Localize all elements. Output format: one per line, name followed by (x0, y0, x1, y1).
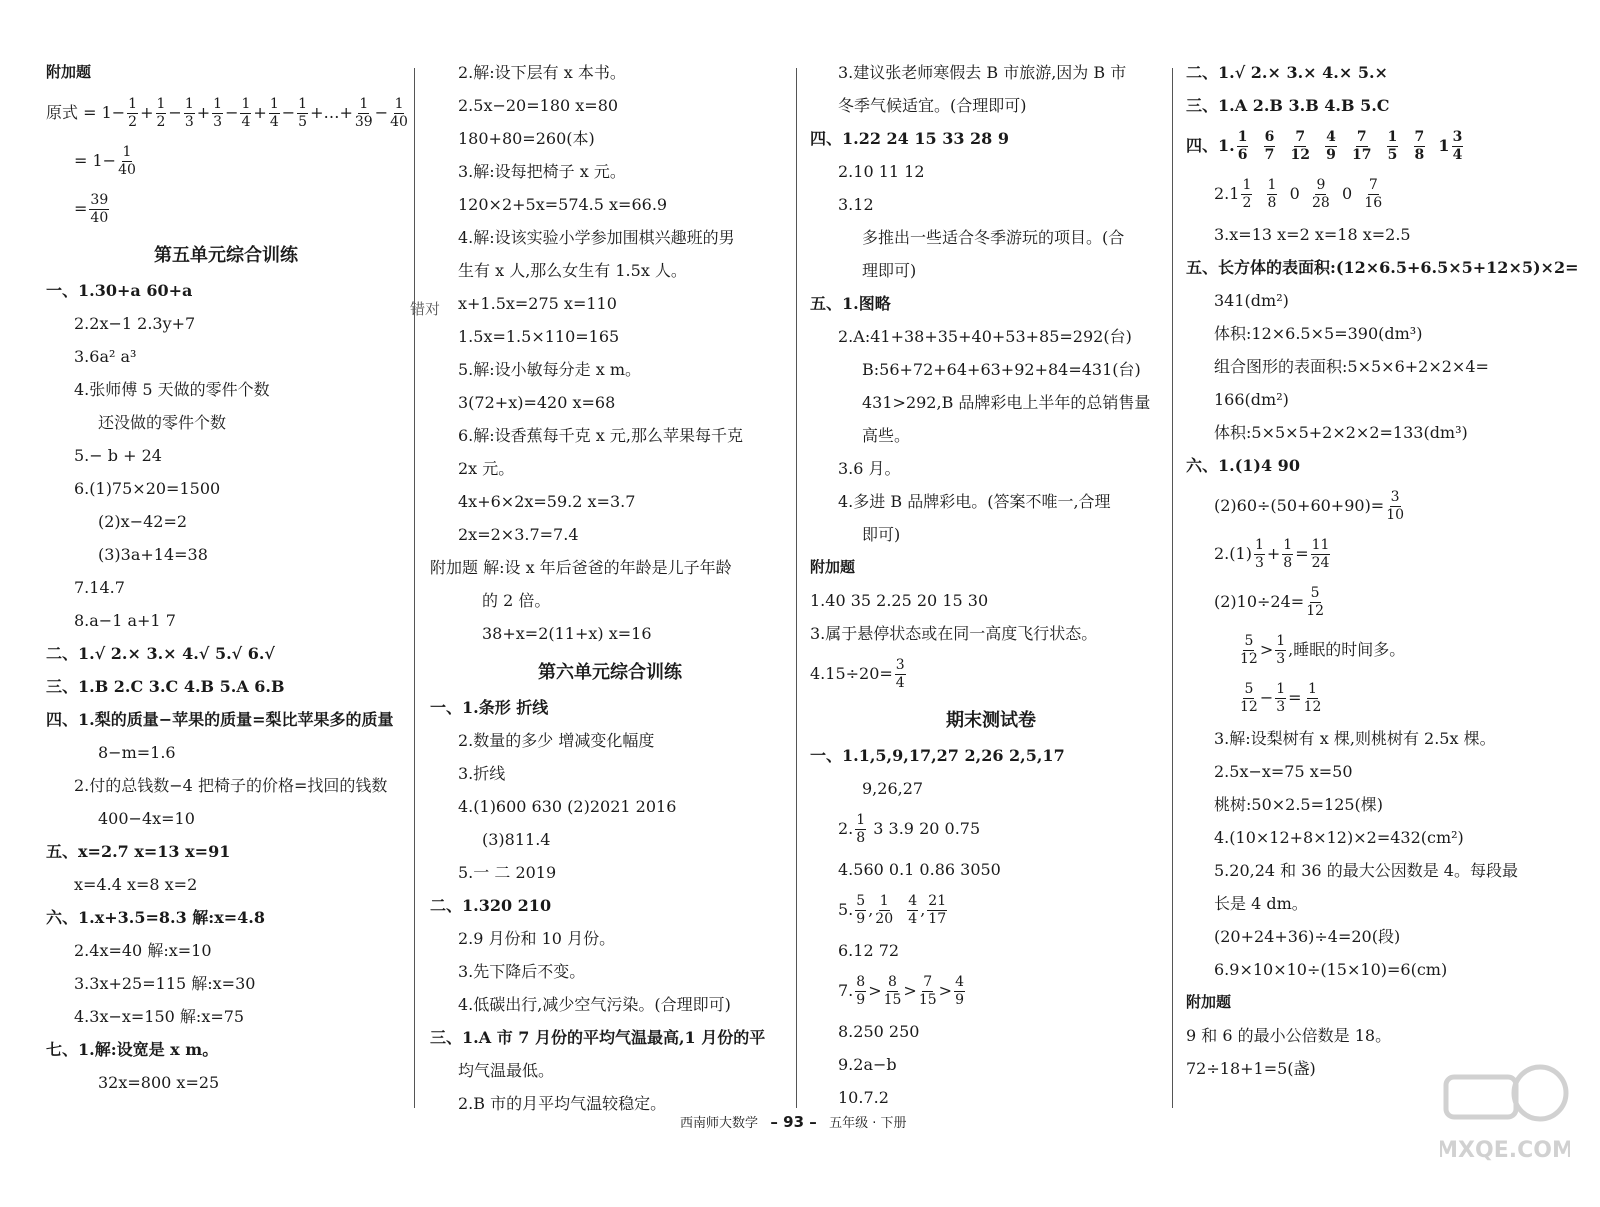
answer-line: 6.解:设香蕉每千克 x 元,那么苹果每千克 (458, 426, 743, 445)
footer-book: 西南师大数学 (680, 1116, 759, 1131)
answer-line: 多推出一些适合冬季游玩的项目。(合 (862, 228, 1125, 247)
answer-line: 4.多进 B 品牌彩电。(答案不唯一,合理 (838, 492, 1111, 511)
answer-line: 8−m=1.6 (98, 743, 176, 762)
answer-line: 即可) (862, 525, 901, 544)
answer-line: 3.属于悬停状态或在同一高度飞行状态。 (810, 624, 1098, 643)
watermark-logo (1440, 1059, 1570, 1169)
answer-line: 五、长方体的表面积:(12×6.5+6.5×5+12×5)×2= (1186, 258, 1579, 277)
column-2 (430, 56, 790, 1120)
answer-line: 4x+6×2x=59.2 x=3.7 (458, 492, 636, 511)
answer-line: 120×2+5x=574.5 x=66.9 (458, 195, 668, 214)
answer-line: 2.9 月份和 10 月份。 (458, 929, 616, 948)
answer-line: 长是 4 dm。 (1214, 894, 1308, 913)
answer-line: 桃树:50×2.5=125(棵) (1214, 795, 1384, 814)
answer-line: 一、1.30+a 60+a (46, 281, 193, 300)
answer-line: 六、1.(1)4 90 (1186, 456, 1300, 475)
answer-line: 2.1 $\frac{1}{2}$ $\frac{1}{8}$ 0 $\frac{9}{28}$ 0 $\frac{7}{16}$ (1214, 177, 1383, 211)
answer-line: B:56+72+64+63+92+84=431(台) (862, 360, 1141, 379)
answer-line: 2.5x−x=75 x=50 (1214, 762, 1353, 781)
answer-line: 1.5x=1.5×110=165 (458, 327, 620, 346)
answer-line: 体积:12×6.5×5=390(dm³) (1214, 324, 1423, 343)
answer-line: $\frac{5}{12}$ − $\frac{1}{3}$ = $\frac{1}{12}$ (1240, 681, 1322, 715)
answer-line: 3.12 (838, 195, 874, 214)
answer-line: 2.10 11 12 (838, 162, 925, 181)
answer-line: 2.解:设下层有 x 本书。 (458, 63, 626, 82)
answer-line: 7. $\frac{8}{9}$ > $\frac{8}{15}$ > $\frac{7}{15}$ > $\frac{4}{9}$ (838, 974, 964, 1008)
answer-line: 生有 x 人,那么女生有 1.5x 人。 (458, 261, 687, 280)
bonus-equation-1: 原式 = 1− $\frac{1}{2}$ + $\frac{1}{2}$ − $\frac{1}{3}$ + $\frac{1}{3}$ − $\frac{1}{4}$ + $\frac{1}{4}$ − $\frac{1}{5}$ +…+ $\frac{1}{39}$ − $\frac{1}{40}$ (46, 96, 408, 130)
page-number: – 93 – (770, 1113, 817, 1131)
watermark-text: MXQE.COM (1440, 1138, 1570, 1163)
column-divider (414, 68, 415, 1108)
answer-line: 8.a−1 a+1 7 (74, 611, 176, 630)
answer-line: 2.2x−1 2.3y+7 (74, 314, 196, 333)
answer-line: 还没做的零件个数 (98, 413, 227, 432)
answer-line: 体积:5×5×5+2×2×2=133(dm³) (1214, 423, 1468, 442)
column-4 (1186, 56, 1581, 1085)
answer-line: 4.低碳出行,减少空气污染。(合理即可) (458, 995, 731, 1014)
answer-line: 的 2 倍。 (482, 591, 551, 610)
answer-line: 2.A:41+38+35+40+53+85=292(台) (838, 327, 1132, 346)
column-1 (46, 56, 406, 1099)
answer-line: 4.15÷20= $\frac{3}{4}$ (810, 657, 905, 691)
answer-line: 三、1.A 市 7 月份的平均气温最高,1 月份的平 (430, 1028, 766, 1047)
answer-line: 10.7.2 (838, 1088, 889, 1107)
bonus-heading: 附加题 (810, 558, 856, 576)
answer-line: 二、1.320 210 (430, 896, 552, 915)
answer-line: 1.40 35 2.25 20 15 30 (810, 591, 989, 610)
answer-line: 3.解:设每把椅子 x 元。 (458, 162, 626, 181)
answer-line: 理即可) (862, 261, 917, 280)
answer-line: (3)811.4 (482, 830, 551, 849)
handwritten-note: 错对 (410, 300, 441, 318)
answer-line: 2.B 市的月平均气温较稳定。 (458, 1094, 667, 1113)
answer-line: 4.(10×12+8×12)×2=432(cm²) (1214, 828, 1464, 847)
page-footer (680, 1112, 907, 1131)
answer-line: 2x 元。 (458, 459, 515, 478)
answer-line: 400−4x=10 (98, 809, 195, 828)
answer-line: 9,26,27 (862, 779, 924, 798)
answer-line: 431>292,B 品牌彩电上半年的总销售量 (862, 393, 1151, 412)
answer-line: 6.(1)75×20=1500 (74, 479, 221, 498)
answer-line: 四、1.22 24 15 33 28 9 (810, 129, 1010, 148)
answer-line: 4.560 0.1 0.86 3050 (838, 860, 1001, 879)
unit5-title: 第五单元综合训练 (154, 245, 298, 266)
answer-line: 2. $\frac{1}{8}$ 3 3.9 20 0.75 (838, 812, 981, 846)
bonus-equation-3: = $\frac{39}{40}$ (74, 192, 109, 226)
answer-line: 4.张师傅 5 天做的零件个数 (74, 380, 270, 399)
answer-line: (2)60÷(50+60+90)= $\frac{3}{10}$ (1214, 489, 1405, 523)
answer-line: 3.解:设梨树有 x 棵,则桃树有 2.5x 棵。 (1214, 729, 1496, 748)
answer-line: 附加题 解:设 x 年后爸爸的年龄是儿子年龄 (430, 558, 732, 577)
answer-line: 5.− b + 24 (74, 446, 162, 465)
answer-line: 3.建议张老师寒假去 B 市旅游,因为 B 市 (838, 63, 1127, 82)
watermark-icon (1440, 1059, 1570, 1169)
answer-line: 8.250 250 (838, 1022, 920, 1041)
answer-line: 三、1.B 2.C 3.C 4.B 5.A 6.B (46, 677, 285, 696)
answer-line: 一、1.条形 折线 (430, 698, 549, 717)
answer-line: 32x=800 x=25 (98, 1073, 220, 1092)
answer-line: (3)3a+14=38 (98, 545, 208, 564)
answer-line: 3.先下降后不变。 (458, 962, 586, 981)
answer-line: 72÷18+1=5(盏) (1186, 1059, 1316, 1078)
unit6-title: 第六单元综合训练 (538, 662, 682, 683)
answer-line: 冬季气候适宜。(合理即可) (838, 96, 1027, 115)
answer-line: 4.(1)600 630 (2)2021 2016 (458, 797, 677, 816)
answer-line: 均气温最低。 (458, 1061, 555, 1080)
answer-line: 组合图形的表面积:5×5×6+2×2×4= (1214, 357, 1489, 376)
column-divider (1172, 68, 1173, 1108)
answer-line: 三、1.A 2.B 3.B 4.B 5.C (1186, 96, 1390, 115)
answer-line: 一、1.1,5,9,17,27 2,26 2,5,17 (810, 746, 1065, 765)
answer-line: 2.付的总钱数−4 把椅子的价格=找回的钱数 (74, 776, 388, 795)
answer-line: 6.9×10×10÷(15×10)=6(cm) (1214, 960, 1448, 979)
answer-line: (2)x−42=2 (98, 512, 188, 531)
answer-line: 3.3x+25=115 解:x=30 (74, 974, 256, 993)
answer-line: 高些。 (862, 426, 911, 445)
answer-line: 38+x=2(11+x) x=16 (482, 624, 652, 643)
answer-line: 4.解:设该实验小学参加围棋兴趣班的男 (458, 228, 735, 247)
answer-line: 5.20,24 和 36 的最大公因数是 4。每段最 (1214, 861, 1518, 880)
bonus-heading: 附加题 (1186, 993, 1232, 1011)
answer-line: 四、1. $\frac{1}{6}$ $\frac{6}{7}$ $\frac{7}{12}$ $\frac{4}{9}$ $\frac{7}{17}$ $\frac{1}{5}$ $\frac{7}{8}$ 1 $\frac{3}{4}$ (1186, 129, 1463, 163)
answer-line: 180+80=260(本) (458, 129, 595, 148)
final-exam-title: 期末测试卷 (946, 710, 1036, 731)
answer-line: 5.一 二 2019 (458, 863, 557, 882)
answer-line: 六、1.x+3.5=8.3 解:x=4.8 (46, 908, 265, 927)
answer-line: 5.解:设小敏每分走 x m。 (458, 360, 642, 379)
answer-line: x=4.4 x=8 x=2 (74, 875, 198, 894)
answer-line: 6.12 72 (838, 941, 900, 960)
answer-line: 2.4x=40 解:x=10 (74, 941, 212, 960)
answer-line: 五、x=2.7 x=13 x=91 (46, 842, 231, 861)
answer-line: 二、1.√ 2.× 3.× 4.√ 5.√ 6.√ (46, 644, 275, 663)
answer-line: 二、1.√ 2.× 3.× 4.× 5.× (1186, 63, 1388, 82)
bonus-heading: 附加题 (46, 63, 92, 81)
answer-line: 166(dm²) (1214, 390, 1289, 409)
answer-line: $\frac{5}{12}$ > $\frac{1}{3}$ ,睡眠的时间多。 (1240, 633, 1406, 667)
answer-line: x+1.5x=275 x=110 (458, 294, 617, 313)
answer-line: 五、1.图略 (810, 294, 891, 313)
answer-line: 4.3x−x=150 解:x=75 (74, 1007, 245, 1026)
answer-line: 七、1.解:设宽是 x m。 (46, 1040, 219, 1059)
answer-line: 3.6a² a³ (74, 347, 137, 366)
answer-line: 7.14.7 (74, 578, 125, 597)
answer-line: 341(dm²) (1214, 291, 1289, 310)
answer-line: 3.折线 (458, 764, 506, 783)
answer-line: 四、1.梨的质量−苹果的质量=梨比苹果多的质量 (46, 710, 394, 729)
answer-line: 3.6 月。 (838, 459, 901, 478)
answer-line: 9.2a−b (838, 1055, 897, 1074)
answer-line: 2.数量的多少 增减变化幅度 (458, 731, 655, 750)
answer-line: 3.x=13 x=2 x=18 x=2.5 (1214, 225, 1411, 244)
answer-line: 5. $\frac{5}{9}$ , $\frac{1}{20}$ $\frac{4}{4}$ , $\frac{21}{17}$ (838, 893, 947, 927)
answer-line: 3(72+x)=420 x=68 (458, 393, 616, 412)
answer-line: 2.5x−20=180 x=80 (458, 96, 619, 115)
column-divider (796, 68, 797, 1108)
answer-line: (20+24+36)÷4=20(段) (1214, 927, 1401, 946)
answer-line: 9 和 6 的最小公倍数是 18。 (1186, 1026, 1392, 1045)
answer-line: 2x=2×3.7=7.4 (458, 525, 579, 544)
column-3 (810, 56, 1172, 1114)
bonus-equation-2: = 1− $\frac{1}{40}$ (74, 144, 136, 178)
footer-grade: 五年级 · 下册 (829, 1116, 907, 1131)
answer-line: 2.(1) $\frac{1}{3}$ + $\frac{1}{8}$ = $\frac{11}{24}$ (1214, 537, 1330, 571)
answer-line: (2)10÷24= $\frac{5}{12}$ (1214, 585, 1325, 619)
